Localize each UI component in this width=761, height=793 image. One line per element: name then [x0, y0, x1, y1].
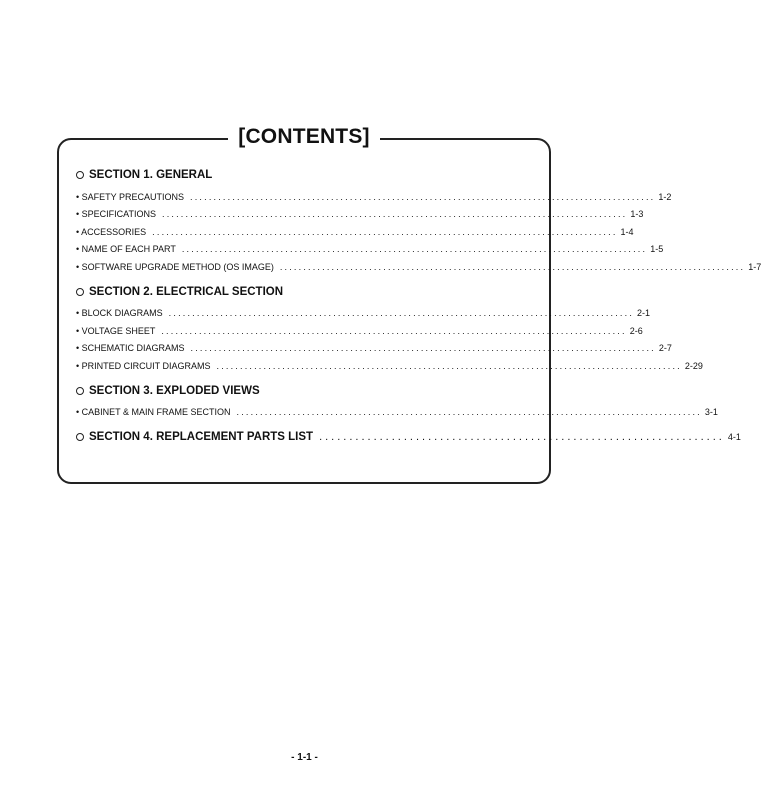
toc-entry[interactable]: [76, 238, 664, 256]
entry-label: • SOFTWARE UPGRADE METHOD (OS IMAGE): [76, 261, 274, 272]
section-heading-link[interactable]: [76, 427, 741, 447]
entry-label: • BLOCK DIAGRAMS: [76, 308, 163, 318]
entry-label: • SAFETY PRECAUTIONS: [76, 191, 185, 202]
section-title: SECTION 4. REPLACEMENT PARTS LIST: [89, 431, 314, 443]
circle-bullet-icon: [76, 288, 84, 296]
circle-bullet-icon: [76, 171, 84, 179]
entry-label: • CABINET & MAIN FRAME SECTION: [76, 407, 231, 417]
page-number: - 1-1 -: [291, 752, 318, 763]
entry-page: 1-4: [620, 226, 634, 237]
entry-label: • VOLTAGE SHEET: [76, 325, 156, 336]
leader-dots: ...................................................................................................: [162, 209, 628, 219]
leader-dots: ...................................................................................................: [181, 244, 648, 254]
entry-page: 1-2: [658, 191, 672, 202]
leader-dots: ...................................................................................................: [190, 343, 656, 353]
section-general: [76, 165, 761, 273]
circle-bullet-icon: [76, 387, 84, 395]
entry-page: 1-5: [650, 244, 664, 254]
leader-dots: ...................................................................: [319, 431, 725, 443]
section-title: SECTION 3. EXPLODED VIEWS: [89, 384, 260, 397]
entry-page: 1-3: [630, 209, 644, 219]
circle-bullet-icon: [76, 433, 84, 441]
leader-dots: ...................................................................................................: [152, 226, 618, 237]
entry-page: 2-29: [684, 360, 703, 371]
leader-dots: ...................................................................................................: [236, 407, 702, 417]
toc-entry[interactable]: [76, 302, 651, 320]
toc-entry[interactable]: [76, 220, 634, 238]
section-electrical: [76, 282, 703, 372]
toc-entry[interactable]: [76, 185, 672, 203]
entry-label: • PRINTED CIRCUIT DIAGRAMS: [76, 360, 211, 371]
entry-page: 2-1: [637, 308, 651, 318]
leader-dots: ...................................................................................................: [190, 191, 656, 202]
section-exploded-views: [76, 381, 718, 419]
section-replacement-parts: [76, 427, 741, 447]
entry-page: 1-7: [748, 261, 761, 272]
leader-dots: ...................................................................................................: [279, 261, 746, 272]
section-heading: [76, 282, 536, 302]
entry-page: 3-1: [704, 407, 718, 417]
toc-entry[interactable]: [76, 354, 703, 372]
leader-dots: ...................................................................................................: [168, 308, 635, 318]
toc-entry[interactable]: [76, 337, 672, 355]
entry-label: • NAME OF EACH PART: [76, 244, 176, 254]
section-title: SECTION 2. ELECTRICAL SECTION: [89, 285, 284, 298]
section-heading: [76, 165, 536, 185]
entry-page: 2-7: [658, 343, 672, 353]
leader-dots: ...................................................................................................: [216, 360, 682, 371]
toc-entry[interactable]: [76, 255, 761, 273]
page-title: [CONTENTS]: [228, 122, 380, 152]
entry-page: 2-6: [629, 325, 643, 336]
toc-entry[interactable]: [76, 319, 643, 337]
leader-dots: ...................................................................................................: [161, 325, 627, 336]
section-title: SECTION 1. GENERAL: [89, 169, 213, 181]
toc-entry[interactable]: [76, 401, 718, 419]
toc-entry[interactable]: [76, 203, 644, 221]
table-of-contents: [76, 165, 761, 456]
section-page: 4-1: [727, 432, 741, 442]
section-heading: [76, 381, 536, 401]
entry-label: • ACCESSORIES: [76, 226, 147, 237]
entry-label: • SCHEMATIC DIAGRAMS: [76, 343, 185, 353]
entry-label: • SPECIFICATIONS: [76, 209, 156, 219]
